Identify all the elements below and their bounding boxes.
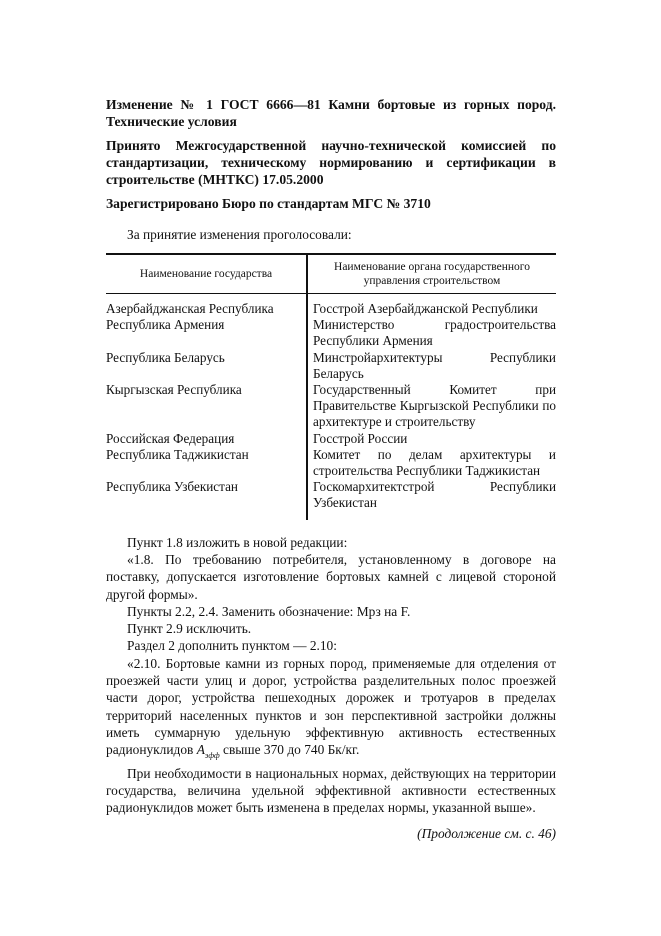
paragraph-6 xyxy=(106,655,556,765)
table-row xyxy=(106,317,556,349)
authority-cell: Госкомархитектстрой Республики Узбекистан xyxy=(307,479,556,519)
authority-cell: Министерство градостроительства Республики Армения xyxy=(307,317,556,349)
continuation-note: (Продолжение см. с. 46) xyxy=(417,826,556,842)
table-row xyxy=(106,294,556,318)
state-cell: Республика Таджикистан xyxy=(106,446,249,462)
paragraph-6-text: «2.10. Бортовые камни из горных пород, применяемые для отделения от проезжей части улиц и дорог, устройства разделительных полос проезжей части дорог, устройства пешеходных дорожек и тротуаров в пределах территорий населенных пунктов и зон перспективной застройки должны иметь суммарную удельную эффективную активность естественных радионуклидов xyxy=(106,655,556,758)
authority-cell: Минстройархитектуры Республики Беларусь xyxy=(307,350,556,382)
state-cell: Кыргызская Республика xyxy=(106,382,242,398)
table-row xyxy=(106,350,556,382)
paragraph-4: Пункт 2.9 исключить. xyxy=(127,621,252,637)
column-header-state: Наименование государства xyxy=(106,254,307,294)
paragraph-2: «1.8. По требованию потребителя, установленному в договоре на поставку, допускается изготовление бортовых камней с лицевой стороной другой формы». xyxy=(106,551,556,602)
authority-cell: Комитет по делам архитектуры и строительства Республики Таджикистан xyxy=(307,447,556,479)
table-row xyxy=(106,447,556,479)
voting-table xyxy=(106,253,556,520)
activity-subscript: эфф xyxy=(204,751,220,761)
paragraph-3: Пункты 2.2, 2.4. Заменить обозначение: Мрз на F. xyxy=(127,603,411,619)
activity-symbol: A xyxy=(196,742,205,758)
authority-cell: Госстрой России xyxy=(307,431,556,447)
voting-intro: За принятие изменения проголосовали: xyxy=(127,227,352,242)
authority-cell: Госстрой Азербайджанской Республики xyxy=(307,294,556,318)
table-row xyxy=(106,479,556,519)
state-cell: Республика Беларусь xyxy=(106,349,225,365)
paragraph-5: Раздел 2 дополнить пунктом — 2.10: xyxy=(127,638,337,654)
state-cell: Азербайджанская Республика xyxy=(106,301,274,316)
state-cell: Республика Узбекистан xyxy=(106,479,238,495)
table-row xyxy=(106,382,556,431)
adoption-statement: Принято Межгосударственной научно-технической комиссией по стандартизации, техническому нормированию и сертификации в строительстве (МНТКС) 17.05.2000 xyxy=(106,138,556,187)
paragraph-7: При необходимости в национальных нормах, действующих на территории государства, величина удельной эффективной активности естественных радионуклидов может быть изменена в пределах нормы, указанной выше». xyxy=(106,765,556,816)
document-page xyxy=(106,96,556,856)
column-header-authority: Наименование органа государственного управления строительством xyxy=(307,254,556,294)
table-row xyxy=(106,431,556,447)
amendment-title: Изменение № 1 ГОСТ 6666—81 Камни бортовые из горных пород. Технические условия xyxy=(106,97,556,129)
paragraph-6-tail: свыше 370 до 740 Бк/кг. xyxy=(219,742,360,758)
authority-cell: Государственный Комитет при Правительстве Кыргызской Республики по архитектуре и строительству xyxy=(307,382,556,431)
paragraph-1: Пункт 1.8 изложить в новой редакции: xyxy=(127,534,348,550)
registration-statement: Зарегистрировано Бюро по стандартам МГС № 3710 xyxy=(106,196,431,211)
state-cell: Российская Федерация xyxy=(106,430,235,446)
state-cell: Республика Армения xyxy=(106,317,225,333)
table-header-row xyxy=(106,254,556,294)
